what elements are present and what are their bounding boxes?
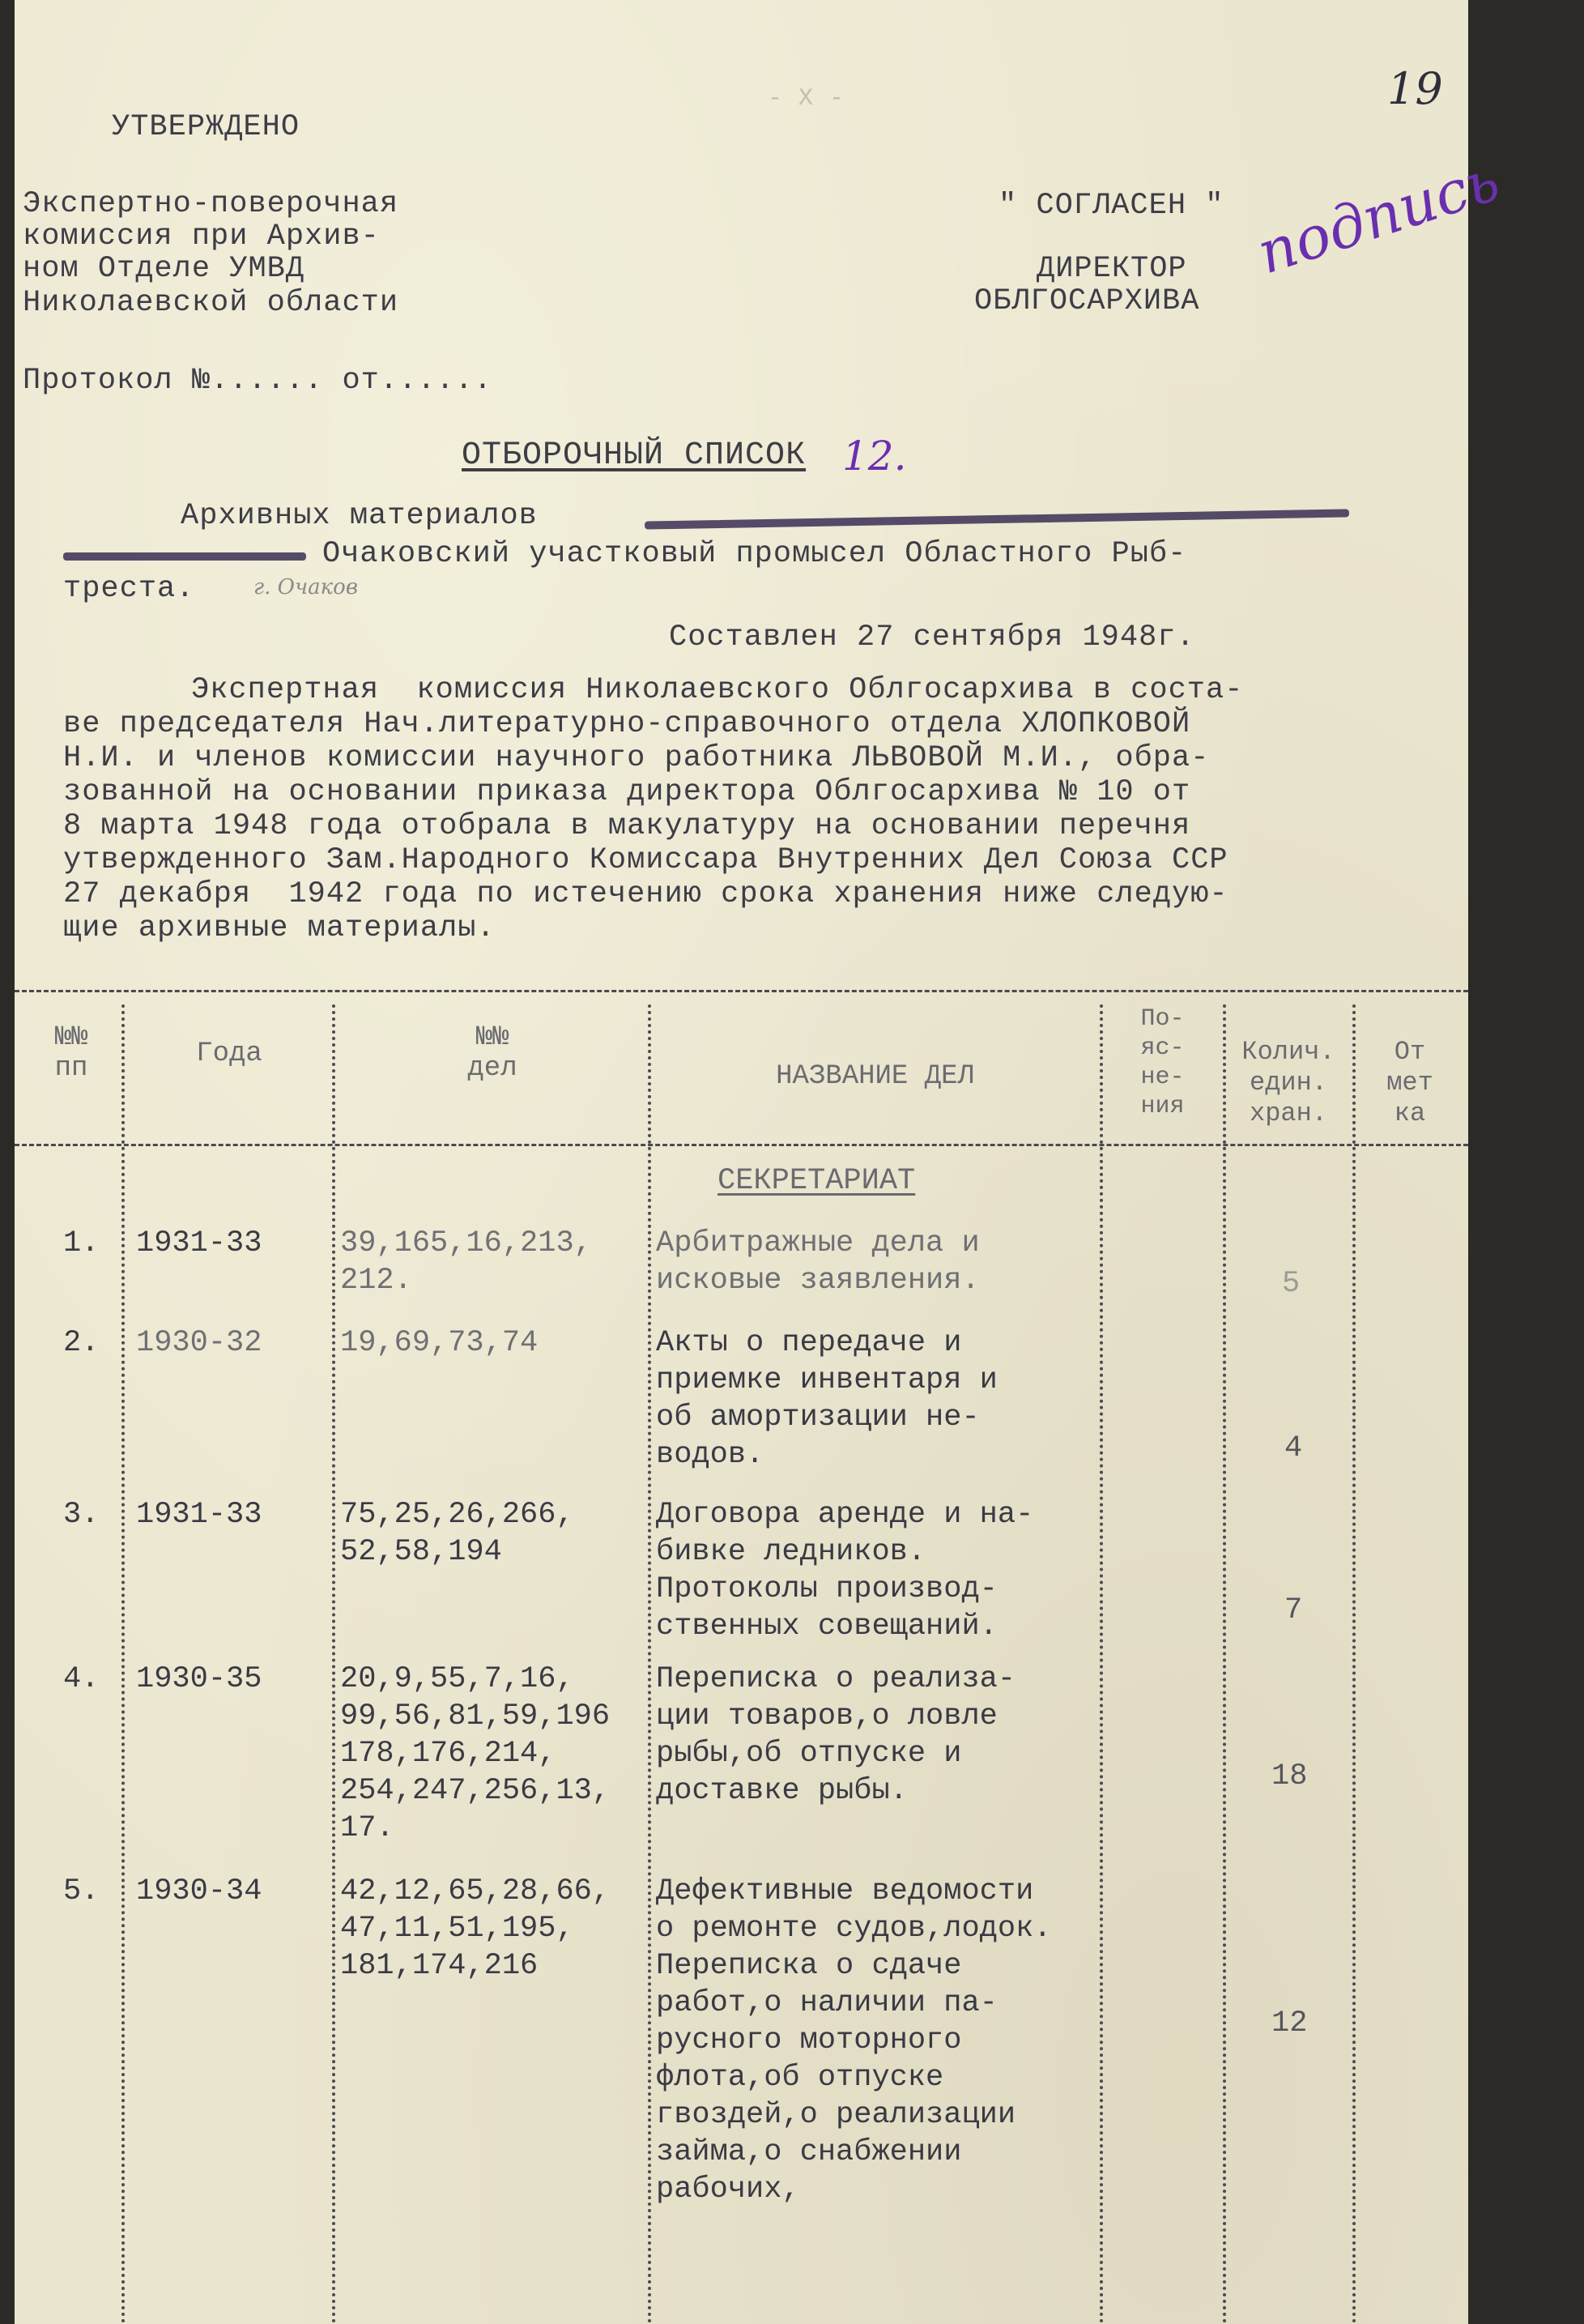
director-signature: подпись — [1249, 145, 1508, 288]
section-title: СЕКРЕТАРИАТ — [717, 1164, 916, 1198]
approval-protocol: Протокол №...... от...... — [23, 364, 493, 398]
header-years: Года — [196, 1038, 262, 1069]
agreed-title: " СОГЛАСЕН " — [999, 189, 1224, 223]
location-note: г. Очаков — [253, 575, 358, 599]
row-3-title: Договора аренде и на- бивке ледников. Протоколы производ- ственных совещаний. — [656, 1498, 1034, 1644]
row-3-num: 3. — [63, 1498, 100, 1532]
row-3-years: 1931-33 — [136, 1498, 262, 1532]
row-5-qty: 12 — [1271, 2006, 1308, 2040]
approval-line-3: ном Отделе УМВД — [23, 252, 305, 286]
header-qty: Колич. един. хран. — [1241, 1037, 1335, 1128]
row-5-title: Дефективные ведомости о ремонте судов,лодок. Переписка о сдаче работ,о наличии па- русного моторного флота,об отпуске гвоздей,о реализации займа,о снабжении рабочих, — [656, 1874, 1052, 2207]
body-line-7: 27 декабря 1942 года по истечению срока хранения ниже следую- — [63, 877, 1228, 911]
body-line-2: ве председателя Нач.литературно-справочного отдела ХЛОПКОВОЙ — [63, 707, 1191, 741]
table-top-border — [15, 990, 1468, 992]
list-number: 12. — [842, 433, 907, 480]
row-5-years: 1930-34 — [136, 1874, 262, 1908]
row-2-title: Акты о передаче и приемке инвентаря и об амортизации не- водов. — [656, 1326, 998, 1472]
materials-line-2: Очаковский участковый промысел Областного Рыб- — [322, 537, 1187, 571]
header-title: НАЗВАНИЕ ДЕЛ — [776, 1061, 974, 1092]
body-line-8: щие архивные материалы. — [63, 911, 496, 945]
row-4-title: Переписка о реализа- ции товаров,о ловле рыбы,об отпуске и доставке рыбы. — [656, 1662, 1016, 1808]
row-3-cases: 75,25,26,266, 52,58,194 — [340, 1498, 574, 1569]
materials-prefix: Архивных материалов — [181, 499, 538, 533]
strikethrough-1 — [645, 509, 1349, 529]
director-line-1: ДИРЕКТОР — [1037, 252, 1187, 286]
approval-line-2: комиссия при Архив- — [23, 220, 380, 254]
col-divider-4 — [1100, 1004, 1103, 2324]
row-1-qty: 5 — [1282, 1267, 1301, 1301]
page-number: 19 — [1387, 63, 1443, 114]
col-divider-1 — [121, 1004, 125, 2324]
col-divider-5 — [1223, 1004, 1226, 2324]
row-4-num: 4. — [63, 1662, 100, 1696]
strikethrough-2 — [63, 552, 306, 561]
bleed-through-1: - Х - — [768, 85, 845, 113]
document-title: ОТБОРОЧНЫЙ СПИСОК — [462, 437, 807, 474]
row-3-qty: 7 — [1284, 1593, 1303, 1627]
row-2-years: 1930-32 — [136, 1326, 262, 1360]
body-line-3: Н.И. и членов комиссии научного работника ЛЬВОВОЙ М.И., обра- — [63, 741, 1210, 775]
compiled-date: Составлен 27 сентября 1948г. — [669, 620, 1195, 655]
body-line-5: 8 марта 1948 года отобрала в макулатуру на основании перечня — [63, 809, 1191, 843]
header-cases: №№ дел — [467, 1022, 517, 1084]
records-table — [15, 990, 1468, 2324]
col-divider-2 — [332, 1004, 335, 2324]
row-1-title: Арбитражные дела и исковые заявления. — [656, 1226, 980, 1298]
row-2-num: 2. — [63, 1326, 100, 1360]
table-header-border — [15, 1144, 1468, 1146]
header-notes: По- яс- не- ния — [1140, 1005, 1185, 1120]
header-mark: От мет ка — [1386, 1037, 1433, 1128]
approval-title: УТВЕРЖДЕНО — [112, 110, 300, 144]
body-line-4: зованной на основании приказа директора Облгосархива № 10 от — [63, 775, 1191, 809]
body-line-6: утвержденного Зам.Народного Комиссара Внутренних Дел Союза ССР — [63, 843, 1228, 877]
row-4-cases: 20,9,55,7,16, 99,56,81,59,196 178,176,214, 254,247,256,13, 17. — [340, 1662, 611, 1845]
header-num: №№ пп — [54, 1022, 88, 1084]
row-4-years: 1930-35 — [136, 1662, 262, 1696]
row-2-cases: 19,69,73,74 — [340, 1326, 539, 1360]
materials-line-3: треста. — [63, 572, 195, 606]
director-line-2: ОБЛГОСАРХИВА — [974, 284, 1200, 318]
row-4-qty: 18 — [1271, 1759, 1308, 1793]
approval-line-4: Николаевской области — [23, 286, 399, 320]
body-line-1: Экспертная комиссия Николаевского Облгосархива в соста- — [191, 673, 1244, 707]
row-1-num: 1. — [63, 1226, 100, 1260]
approval-line-1: Экспертно-поверочная — [23, 187, 399, 221]
col-divider-3 — [648, 1004, 651, 2324]
row-1-years: 1931-33 — [136, 1226, 262, 1260]
row-5-cases: 42,12,65,28,66, 47,11,51,195, 181,174,216 — [340, 1874, 611, 1983]
row-1-cases: 39,165,16,213, 212. — [340, 1226, 592, 1298]
row-5-num: 5. — [63, 1874, 100, 1908]
document-page — [15, 0, 1508, 2324]
row-2-qty: 4 — [1284, 1431, 1303, 1465]
col-divider-6 — [1352, 1004, 1356, 2324]
